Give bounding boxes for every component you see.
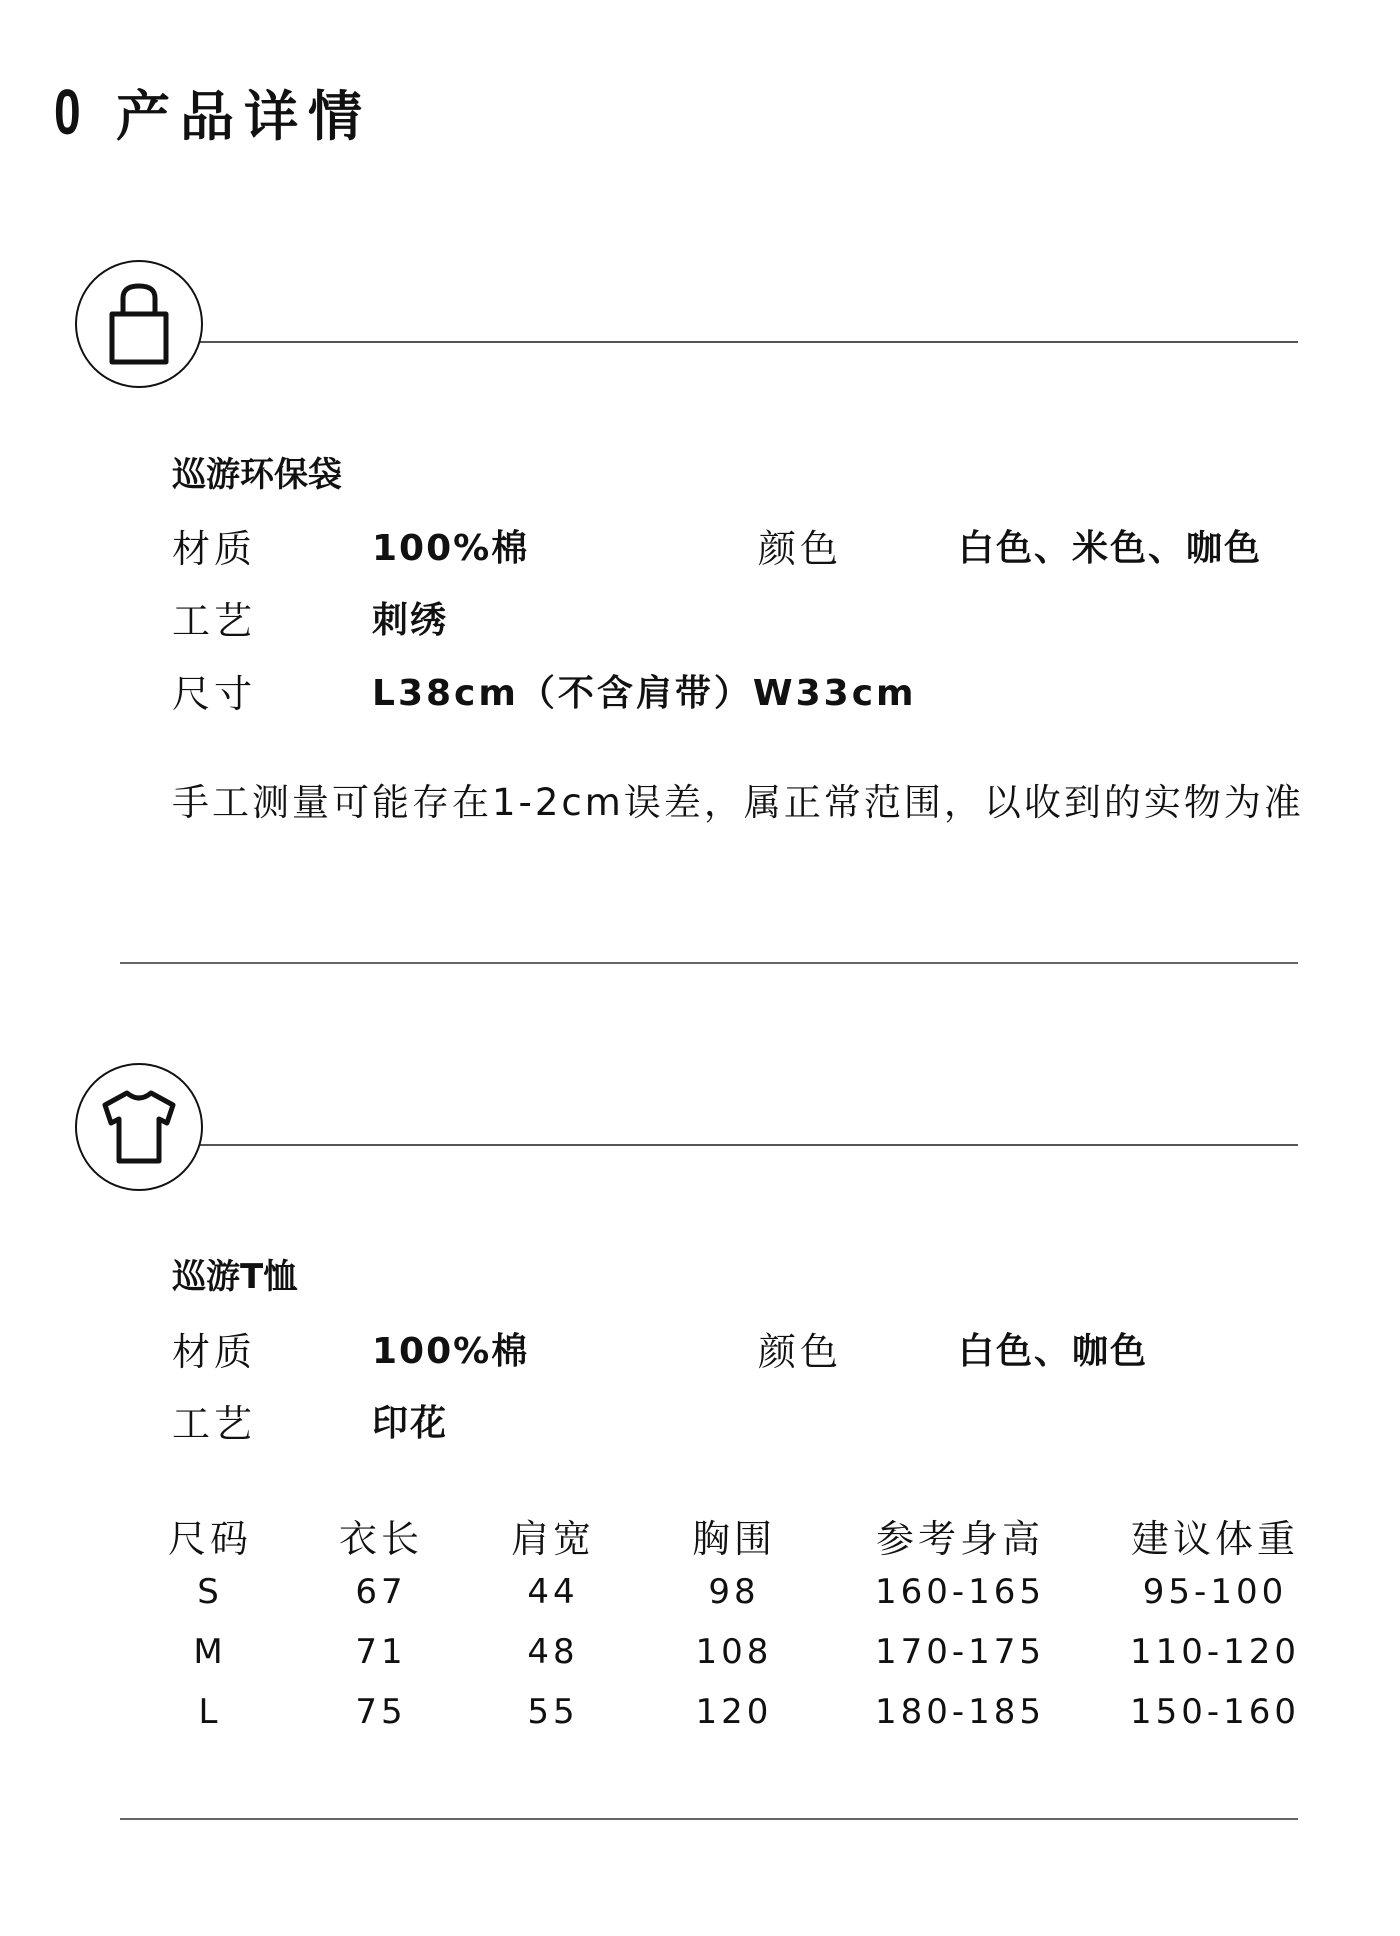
size-table-cell: 67 [355,1572,407,1612]
tshirt-material-label: 材质 [172,1330,257,1374]
bag-icon-badge [75,260,203,388]
page-title: 产品详情 [116,84,372,148]
bag-size-label: 尺寸 [172,672,257,716]
tote-bag-icon [107,282,171,366]
size-table-header: 尺码 [167,1517,252,1561]
size-table-cell: 98 [708,1572,760,1612]
size-table-cell: 108 [695,1632,773,1672]
bag-product-name: 巡游环保袋 [172,455,342,495]
section-number: 0 [54,76,81,148]
size-table-cell: L [198,1692,222,1732]
tshirt-material-value: 100%棉 [372,1331,530,1372]
size-table-header: 肩宽 [510,1517,595,1561]
size-table-header: 建议体重 [1130,1517,1299,1561]
size-table-cell: 55 [527,1692,579,1732]
bag-craft-value: 刺绣 [372,600,449,641]
t-shirt-icon [99,1087,179,1167]
size-table-cell: 71 [355,1632,407,1672]
tshirt-color-value: 白色、咖色 [958,1331,1149,1372]
bottom-divider [120,1818,1298,1820]
size-table-cell: 75 [355,1692,407,1732]
tshirt-section-line [200,1144,1298,1146]
section-divider [120,962,1298,964]
size-table-cell: 150-160 [1129,1692,1301,1732]
size-table-header: 参考身高 [875,1517,1044,1561]
bag-color-value: 白色、米色、咖色 [958,528,1263,569]
bag-color-label: 颜色 [758,527,843,571]
page-header [54,72,372,152]
bag-material-label: 材质 [172,527,257,571]
size-table-cell: M [193,1632,227,1672]
measurement-note: 手工测量可能存在1-2cm误差，属正常范围，以收到的实物为准 [172,781,1304,824]
size-table-cell: 120 [695,1692,773,1732]
size-table-cell: 170-175 [874,1632,1046,1672]
tshirt-icon-badge [75,1063,203,1191]
size-table-header: 胸围 [691,1517,776,1561]
bag-material-value: 100%棉 [372,528,530,569]
bag-section-line [200,341,1298,343]
tshirt-craft-label: 工艺 [172,1402,257,1446]
tshirt-product-name: 巡游T恤 [172,1257,298,1297]
size-table-cell: 95-100 [1142,1572,1288,1612]
size-table-cell: 160-165 [874,1572,1046,1612]
size-table-cell: 180-185 [874,1692,1046,1732]
size-table-cell: 48 [527,1632,579,1672]
bag-craft-label: 工艺 [172,599,257,643]
size-table-header: 衣长 [338,1517,423,1561]
size-table-cell: 44 [527,1572,579,1612]
size-table-cell: 110-120 [1129,1632,1301,1672]
bag-size-value: L38cm（不含肩带）W33cm [372,673,917,714]
tshirt-color-label: 颜色 [758,1330,843,1374]
tshirt-craft-value: 印花 [372,1403,449,1444]
size-table-cell: S [197,1572,223,1612]
